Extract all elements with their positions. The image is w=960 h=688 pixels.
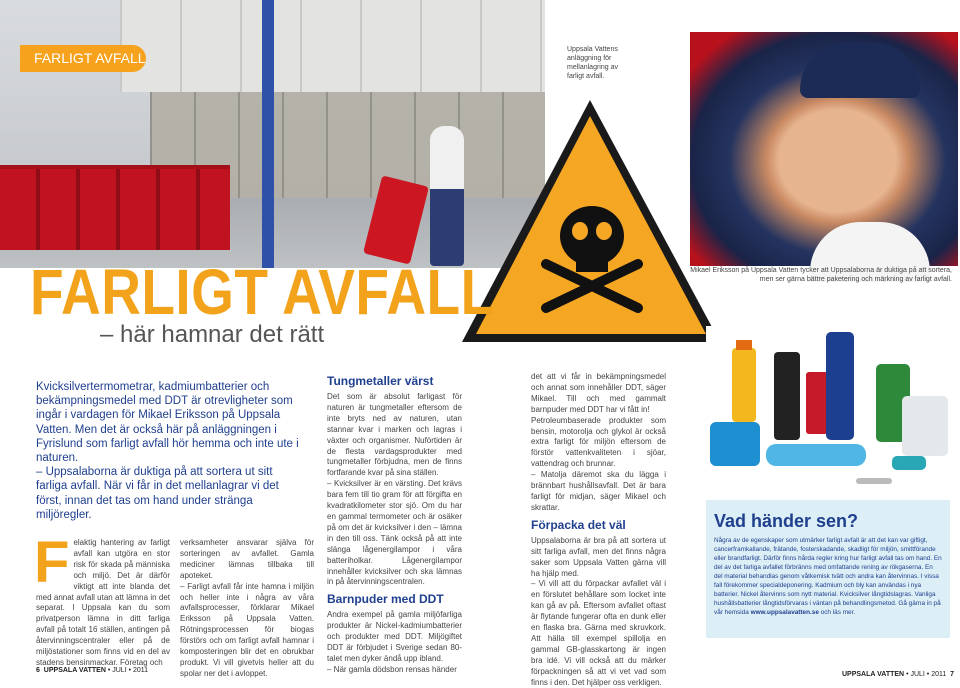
info-box-text: Några av de egenskaper som utmärker farligt avfall är att det kan var giftigt, cancerframkallande, frätande, fosterskadande, skadligt för miljön, smittförande eller brandfarligt. Därför finns hårda regler kring hur farligt avfall tas om hand. En del av det farliga avfallet förbränns med omfattande rening av rökgaserna. En del material behandlas genom våtkemisk tvätt och andra kan återvinnas. I vissa fall förekommer specialdeponering. Kadmium och bly kan användas i nya batterier. Nickel återvinns som nytt material. Kvicksilver långtidslagras. Vanliga hushållsbatterier långtidsförvaras i väntan på behandlingsmetod. Gå gärna in på vår hemsida www.uppsalavatten.se och läs mer.: [714, 537, 942, 616]
ingress: [36, 380, 306, 522]
info-box-title: Vad händer sen?: [714, 511, 859, 531]
column-4-paragraph: Uppsalaborna är bra på att sortera ut sitt farliga avfall, men det finns några saker som Uppsala Vatten gärna vill ha hjälp med.: [531, 535, 666, 578]
column-1: [34, 530, 170, 669]
website-link[interactable]: www.uppsalavatten.se: [750, 609, 819, 616]
column-4-paragraph: – Matolja däremot ska du lägga i brännbart hushållsavfall. Det är bara farligt för midjan, säger Mikael och skrattar.: [531, 470, 666, 512]
column-4-paragraph: – Vi vill att du förpackar avfallet väl i en förslutet behållare som locket inte kan gå av på. Eftersom avfallet oftast är flytande fungerar ofta en dunk eller en flaska bra. Gärna med skruvkork. Att hälla till exempel spillolja en gammal GB-glasskartong är ingen bra idé. Vi vill också att du märker förpackningen så att vi vet vad som finns i den. Det hjälper oss verkligen.: [531, 579, 666, 687]
column-3: [327, 370, 462, 676]
info-box: [706, 500, 950, 638]
footer-issue: • JULI • 2011: [906, 671, 947, 678]
column-4-paragraph: Petroleumbaserade produkter som bensin, motorolja och glykol är också extra farligt för miljön eftersom de förstör vattenkvaliteten i sjöar, vattendrag och brunnar.: [531, 415, 666, 469]
page-subtitle: – här hamnar det rätt: [100, 321, 325, 348]
heading-baby-powder: Barnpuder med DDT: [327, 592, 444, 607]
heading-package-well: Förpacka det väl: [531, 517, 626, 532]
column-2: [180, 538, 314, 680]
portrait-caption: Mikael Eriksson på Uppsala Vatten tycker att Uppsalaborna är duktiga på att sortera, men ser gärna bättre paketering och märkning av farligt avfall.: [690, 267, 952, 283]
ingress-paragraph: Kvicksilvertermometrar, kadmiumbatterier och bekämpningsmedel med DDT är otrevligheter som ingår i vardagen för Mikael Eriksson på Uppsala Vatten. Men det är också här på anläggningen i Fyrislund som farligt avfall hör hemma och inte ute i naturen.: [36, 381, 299, 465]
footer-brand: UPPSALA VATTEN: [842, 671, 905, 678]
drop-cap: F: [34, 530, 70, 595]
column-4: [531, 372, 666, 688]
column-2-paragraph: verksamheter ansvarar själva för sorteringen av avfallet. Gamla mediciner lämnas tillbaka till apoteket.: [180, 538, 314, 580]
footer-brand: UPPSALA VATTEN: [43, 667, 106, 674]
products-photo: [706, 326, 950, 498]
footer-left: [36, 666, 148, 676]
heading-heavy-metals: Tungmetaller värst: [327, 374, 434, 388]
warehouse-caption: Uppsala Vattens anläggning för mellanlagring av farligt avfall.: [567, 46, 618, 80]
section-tab: FARLIGT AVFALL: [20, 45, 146, 72]
footer-issue: • JULI • 2011: [107, 667, 149, 674]
footer-right: [842, 670, 954, 680]
column-2-paragraph: – Farligt avfall får inte hamna i miljön och heller inte i några av våra avfallsprocesser, förklarar Mikael Eriksson på Uppsala Vatten. Rötningsprocessen för biogas förstörs och om farligt avfall hamnar i komposteringen blir det en obrukbar produkt. Vi vill givetvis heller att du spolar ner det i avloppet.: [180, 581, 314, 678]
column-4-paragraph: det att vi får in bekämpningsmedel och annat som innehåller DDT, säger Mikael. Till och med gammalt barnpuder med DDT har vi fått in!: [531, 372, 666, 414]
warning-skull-icon: [458, 96, 723, 346]
column-1-text: elaktig hantering av farligt avfall kan utgöra en stor risk för skada på människa och miljö. Det är därför viktigt att inte blanda det med annat avfall utan att lämna in det separat. I Uppsala kan du som privatperson lämna in ditt farliga avfall på totalt 16 ställen, antingen på återvinningscentraler eller på de miljöstationer som finns vid en del av stadens bensinmackar. Företag och: [36, 538, 170, 667]
ingress-paragraph: – Uppsalaborna är duktiga på att sortera ut sitt farliga avfall. När vi får in det mellanlagrar vi det först, innan det tas om hand under stränga miljöregler.: [36, 466, 279, 521]
column-3-paragraph: – Kvicksilver är en värsting. Det krävs bara fem till tio gram för att förgifta en kvadratkilometer stor sjö. Om du har en gammal termometer och är osäker på om det är kvicksilver i den – lämna in den till oss. Tänk också på att inte slänga lågenergilampor i våra batteriholkar. Lågenergilampor innehåller kvicksilver och ska lämnas in på återvinningscentralen.: [327, 479, 462, 587]
page-title: FARLIGT AVFALL: [30, 256, 495, 328]
portrait-photo: [690, 32, 958, 266]
column-3-paragraph: Det som är absolut farligast för naturen är tungmetaller eftersom de inte bryts ned av naturen, utan stannar kvar i marken och lagras i växter och organismer. Nuförtiden är de flesta vardagsprodukter med tungmetaller förbjudna, men de finns fortfarande kvar på sina ställen.: [327, 392, 462, 478]
column-3-paragraph: Andra exempel på gamla miljöfarliga produkter är Nickel-kadmiumbatterier och produkter med DDT. Miljögiftet DDT är förbjudet i Sverige sedan 80-talet men dyker ändå upp ibland.: [327, 610, 462, 663]
page-number-right: 7: [950, 671, 955, 678]
column-3-paragraph: – När gamla dödsbon rensas händer: [327, 664, 457, 674]
page-number-left: 6: [36, 667, 40, 674]
